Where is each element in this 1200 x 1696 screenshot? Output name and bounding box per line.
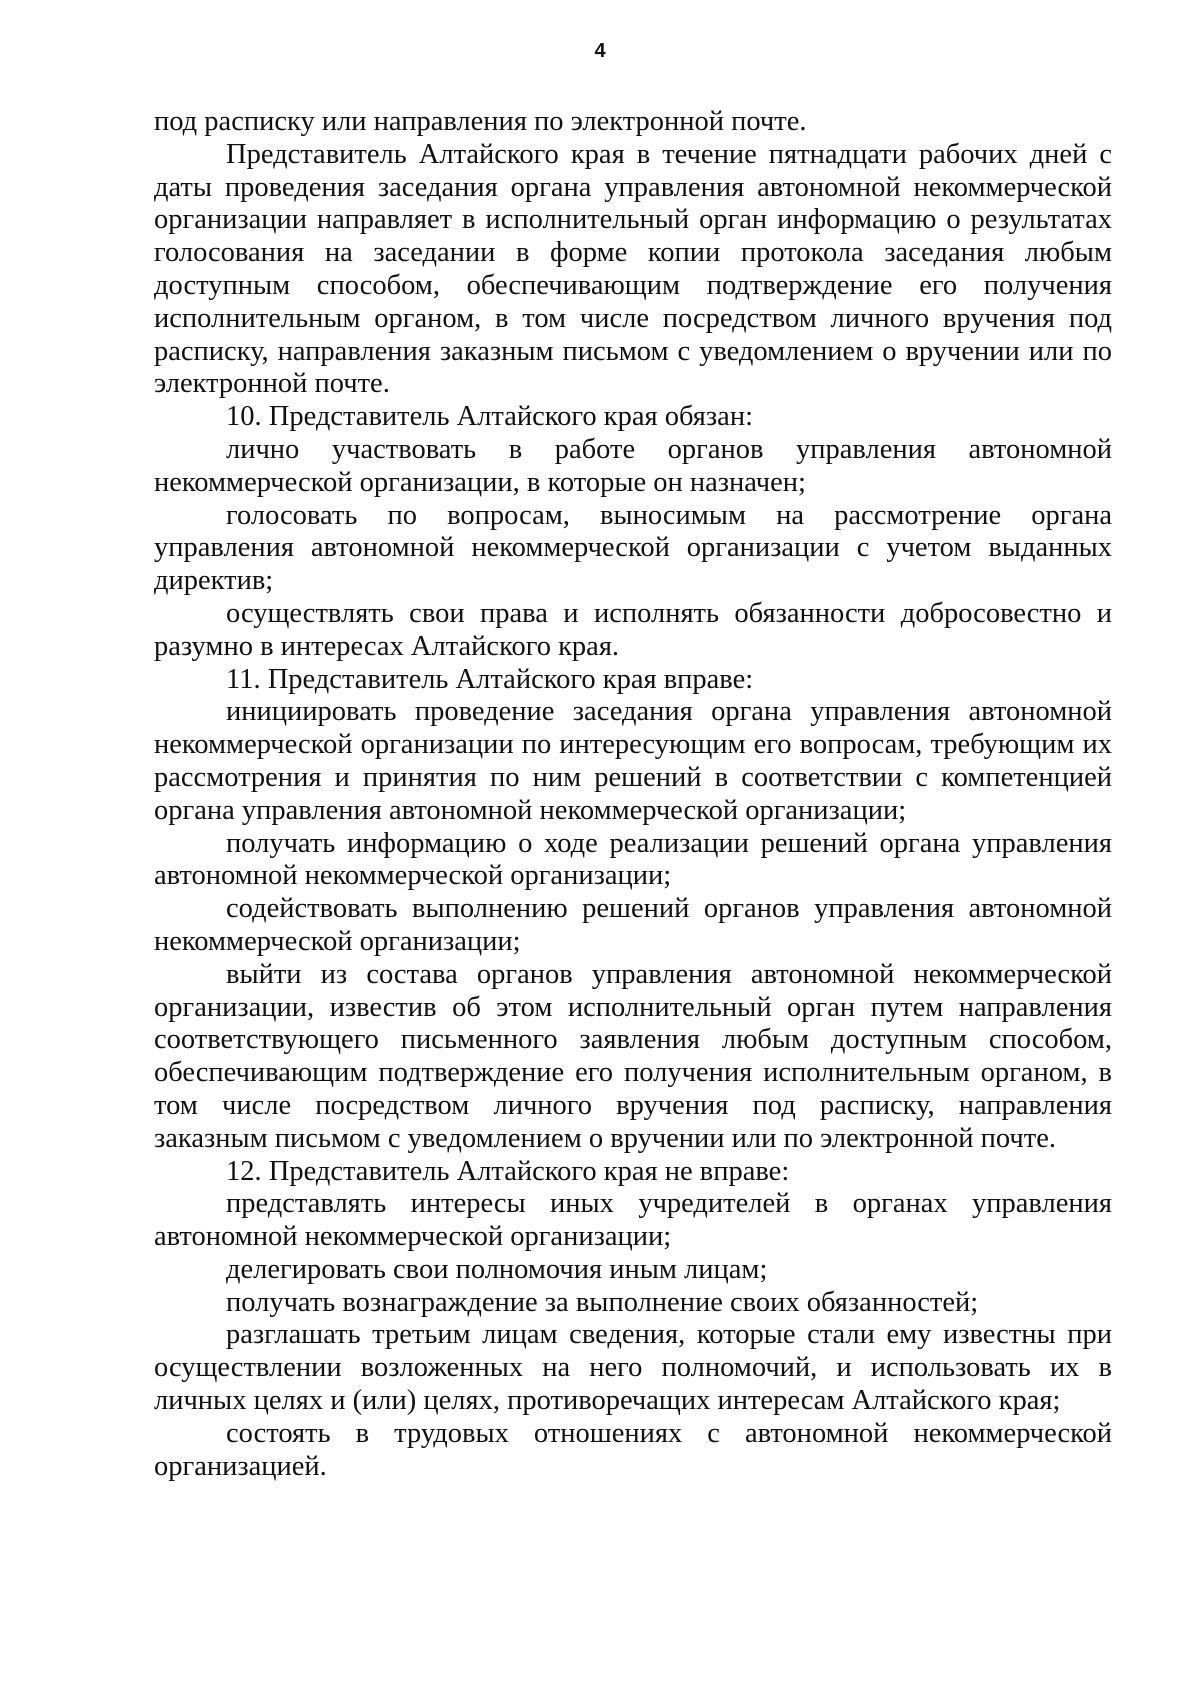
list-item: осуществлять свои права и исполнять обязанности добросовестно и разумно в интересах Алтайского края. (154, 597, 1112, 662)
list-item: получать вознаграждение за выполнение своих обязанностей; (226, 1286, 979, 1318)
document-body (154, 106, 1112, 1483)
list-item: выйти из состава органов управления автономной некоммерческой организации, известив об этом исполнительный орган путем направления соответствующего письменного заявления любым доступным способом, обеспечивающим подтверждение его получения исполнительным органом, в том числе посредством личного вручения под расписку, направления заказным письмом с уведомлением о вручении или по электронной почте. (154, 958, 1112, 1154)
list-item: разглашать третьим лицам сведения, которые стали ему известны при осуществлении возложенных на него полномочий, и использовать их в личных целях и (или) целях, противоречащих интересам Алтайского края; (154, 1319, 1112, 1417)
section-heading-11: 11. Представитель Алтайского края вправе: (226, 663, 754, 695)
section-heading-12: 12. Представитель Алтайского края не вправе: (226, 1155, 790, 1187)
paragraph: под расписку или направления по электронной почте. (154, 106, 807, 137)
list-item: получать информацию о ходе реализации решений органа управления автономной некоммерческой организации; (154, 827, 1112, 892)
list-item: состоять в трудовых отношениях с автономной некоммерческой организацией. (154, 1417, 1112, 1482)
list-item: делегировать свои полномочия иным лицам; (226, 1253, 768, 1285)
list-item: лично участвовать в работе органов управления автономной некоммерческой организации, в которые он назначен; (154, 433, 1112, 498)
page-number: 4 (594, 40, 606, 62)
paragraph: Представитель Алтайского края в течение пятнадцати рабочих дней с даты проведения заседания органа управления автономной некоммерческой организации направляет в исполнительный орган информацию о результатах голосования на заседании в форме копии протокола заседания любым доступным способом, обеспечивающим подтверждение его получения исполнительным органом, в том числе посредством личного вручения под расписку, направления заказным письмом с уведомлением о вручении или по электронной почте. (154, 138, 1112, 400)
list-item: инициировать проведение заседания органа управления автономной некоммерческой организации по интересующим его вопросам, требующим их рассмотрения и принятия по ним решений в соответствии с компетенцией органа управления автономной некоммерческой организации; (154, 696, 1112, 826)
list-item: голосовать по вопросам, выносимым на рассмотрение органа управления автономной некоммерческой организации с учетом выданных директив; (154, 499, 1112, 597)
section-heading-10: 10. Представитель Алтайского края обязан: (226, 401, 753, 433)
list-item: содействовать выполнению решений органов управления автономной некоммерческой организации; (154, 893, 1112, 957)
list-item: представлять интересы иных учредителей в органах управления автономной некоммерческой организации; (154, 1188, 1112, 1253)
